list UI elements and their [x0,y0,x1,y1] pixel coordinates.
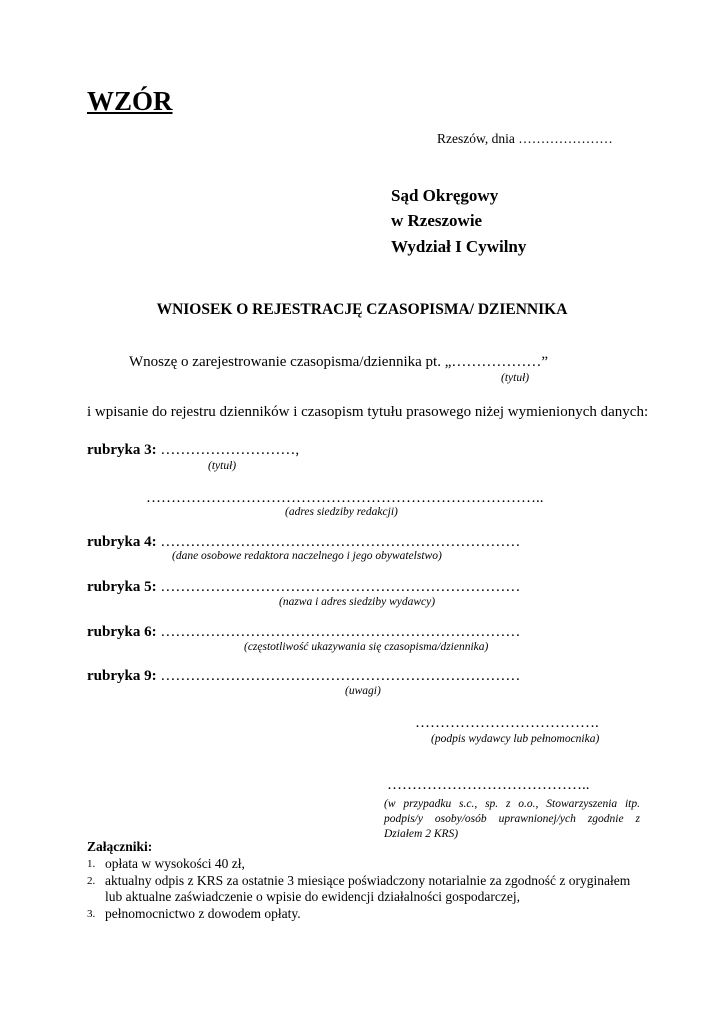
rubryka-label: rubryka 6: [87,624,157,640]
court-name: Sąd Okręgowy [391,186,499,205]
document-watermark-heading: WZÓR [87,86,173,116]
document-title: WNIOSEK O REJESTRACJĘ CZASOPISMA/ DZIENNIKA [156,301,568,318]
rubryka-caption: (nazwa i adres siedziby wydawcy) [279,596,436,608]
rubryka-label: rubryka 9: [87,668,157,684]
rubryka-3 [87,442,299,459]
attachments-heading: Załączniki: [87,839,153,854]
request-title-caption: (tytuł) [501,372,530,384]
court-division: Wydział I Cywilny [391,237,527,256]
rubryka-label: rubryka 3: [87,442,157,458]
request-line: Wnoszę o zarejestrowanie czasopisma/dziennika pt. „………………” [129,354,549,370]
attachment-item [87,906,640,923]
rubryka-5 [87,579,520,596]
rubryka-dots: ……………………………………………………………… [160,624,521,640]
rubryka-label: rubryka 4: [87,534,157,550]
rubryka-dots: ……………………………………………………………… [160,579,521,595]
attachment-number: 2. [87,874,96,887]
rubryka-dots: ………………………, [160,442,300,458]
rubryka-dots: …………………………………………………………………….. [146,490,544,506]
attachment-text: aktualny odpis z KRS za ostatnie 3 miesiące poświadczony notarialnie za zgodność z oryginałem lub aktualne zaświadczenie o wpisie do ewidencji działalności gospodarczej, [105,872,631,904]
rubryka-dots: ……………………………………………………………… [160,534,521,550]
attachments-list [87,856,640,922]
place-date-line: Rzeszów, dnia ………………… [437,131,613,146]
rubryka-caption: (adres siedziby redakcji) [285,506,398,518]
rubryka-3-address [146,490,544,507]
publisher-signature-caption: (podpis wydawcy lub pełnomocnika) [431,733,600,745]
rubryka-dots: ……………………………………………………………… [160,668,521,684]
rubryka-9 [87,668,520,685]
rubryka-caption: (uwagi) [345,685,381,697]
attachment-number: 3. [87,907,96,920]
rubryka-caption: (tytuł) [208,460,237,472]
rubryka-caption: (częstotliwość ukazywania się czasopisma/dziennika) [244,641,489,653]
request-line-continued: i wpisanie do rejestru dzienników i czasopism tytułu prasowego niżej wymienionych danych: [87,404,649,420]
attachment-number: 1. [87,858,96,870]
company-signature-caption: (w przypadku s.c., sp. z o.o., Stowarzyszenia itp. podpis/y osoby/osób uprawnionej/ych zgodnie z Działem 2 KRS) [384,798,640,840]
rubryka-caption: (dane osobowe redaktora naczelnego i jego obywatelstwo) [172,550,442,562]
rubryka-4 [87,534,520,551]
publisher-signature-line: ………………………………. [415,715,599,731]
rubryka-6 [87,624,520,641]
attachment-text: pełnomocnictwo z dowodem opłaty. [105,905,301,921]
attachment-item [87,856,640,873]
court-city: w Rzeszowie [391,211,483,230]
attachment-text: opłata w wysokości 40 zł, [105,856,245,871]
rubryka-label: rubryka 5: [87,579,157,595]
company-signature-line: ………………………………….. [387,777,590,793]
attachment-item [87,873,640,906]
